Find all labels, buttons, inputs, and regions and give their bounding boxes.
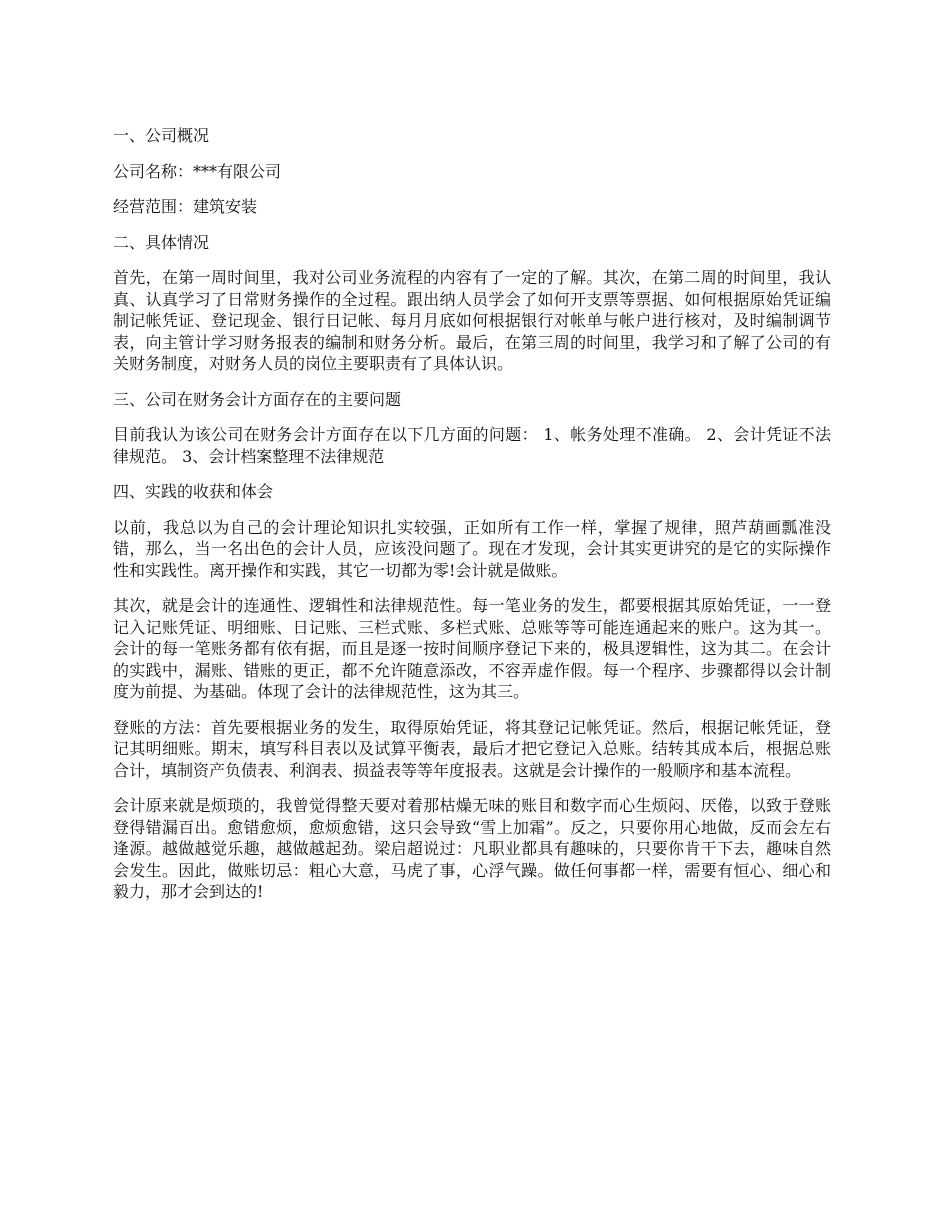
paragraph-specific-situation: 首先，在第一周时间里，我对公司业务流程的内容有了一定的了解。其次，在第二周的时间里，我认真、认真学习了日常财务操作的全过程。跟出纳人员学会了如何开支票等票据、如何根据原始凭证编制记帐凭证、登记现金、银行日记帐、每月月底如何根据银行对帐单与帐户进行核对，及时编制调节表，向主管计学习财务报表的编制和财务分析。最后，在第三周的时间里，我学习和了解了公司的有关财务制度，对财务人员的岗位主要职责有了具体认识。 xyxy=(113,268,831,373)
paragraph-gains-3: 登账的方法：首先要根据业务的发生，取得原始凭证，将其登记记帐凭证。然后，根据记帐凭证，登记其明细账。期末，填写科目表以及试算平衡表，最后才把它登记入总账。结转其成本后，根据总账合计，填制资产负债表、利润表、损益表等等年度报表。这就是会计操作的一般顺序和基本流程。 xyxy=(113,717,831,780)
section-heading-specific-situation: 二、具体情况 xyxy=(113,232,210,252)
section-heading-company-overview: 一、公司概况 xyxy=(113,126,210,145)
paragraph-gains-4: 会计原来就是烦琐的，我曾觉得整天要对着那枯燥无味的账目和数字而心生烦闷、厌倦，以致于登账登得错漏百出。愈错愈烦，愈烦愈错，这只会导致“雪上加霜”。反之，只要你用心地做，反而会左右逢源。越做越觉乐趣，越做越起劲。梁启超说过：凡职业都具有趣味的，只要你肯干下去，趣味自然会发生。因此，做账切忌：粗心大意，马虎了事，心浮气躁。做任何事都一样，需要有恒心、细心和毅力，那才会到达的! xyxy=(113,796,831,901)
paragraph-main-problems: 目前我认为该公司在财务会计方面存在以下几方面的问题： 1、帐务处理不准确。 2、会计凭证不法律规范。 3、会计档案整理不法律规范 xyxy=(113,425,831,466)
paragraph-gains-1: 以前，我总以为自己的会计理论知识扎实较强，正如所有工作一样，掌握了规律，照芦葫画瓢准没错，那么，当一名出色的会计人员，应该没问题了。现在才发现，会计其实更讲究的是它的实际操作性和实践性。离开操作和实践，其它一切都为零!会计就是做账。 xyxy=(113,517,831,580)
section-heading-main-problems: 三、公司在财务会计方面存在的主要问题 xyxy=(113,389,402,409)
paragraph-gains-2: 其次，就是会计的连通性、逻辑性和法律规范性。每一笔业务的发生，都要根据其原始凭证，一一登记入记账凭证、明细账、日记账、三栏式账、多栏式账、总账等等可能连通起来的账户。这为其一。会计的每一笔账务都有依有据，而且是逐一按时间顺序登记下来的，极具逻辑性，这为其二。在会计的实践中，漏账、错账的更正，都不允许随意添改，不容弄虚作假。每一个程序、步骤都得以会计制度为前提、为基础。体现了会计的法律规范性，这为其三。 xyxy=(113,596,831,701)
section-heading-gains-experience: 四、实践的收获和体会 xyxy=(113,482,274,501)
document-body xyxy=(113,125,831,917)
business-scope-line: 经营范围：建筑安装 xyxy=(113,197,258,216)
company-name-line: 公司名称：***有限公司 xyxy=(113,161,282,181)
